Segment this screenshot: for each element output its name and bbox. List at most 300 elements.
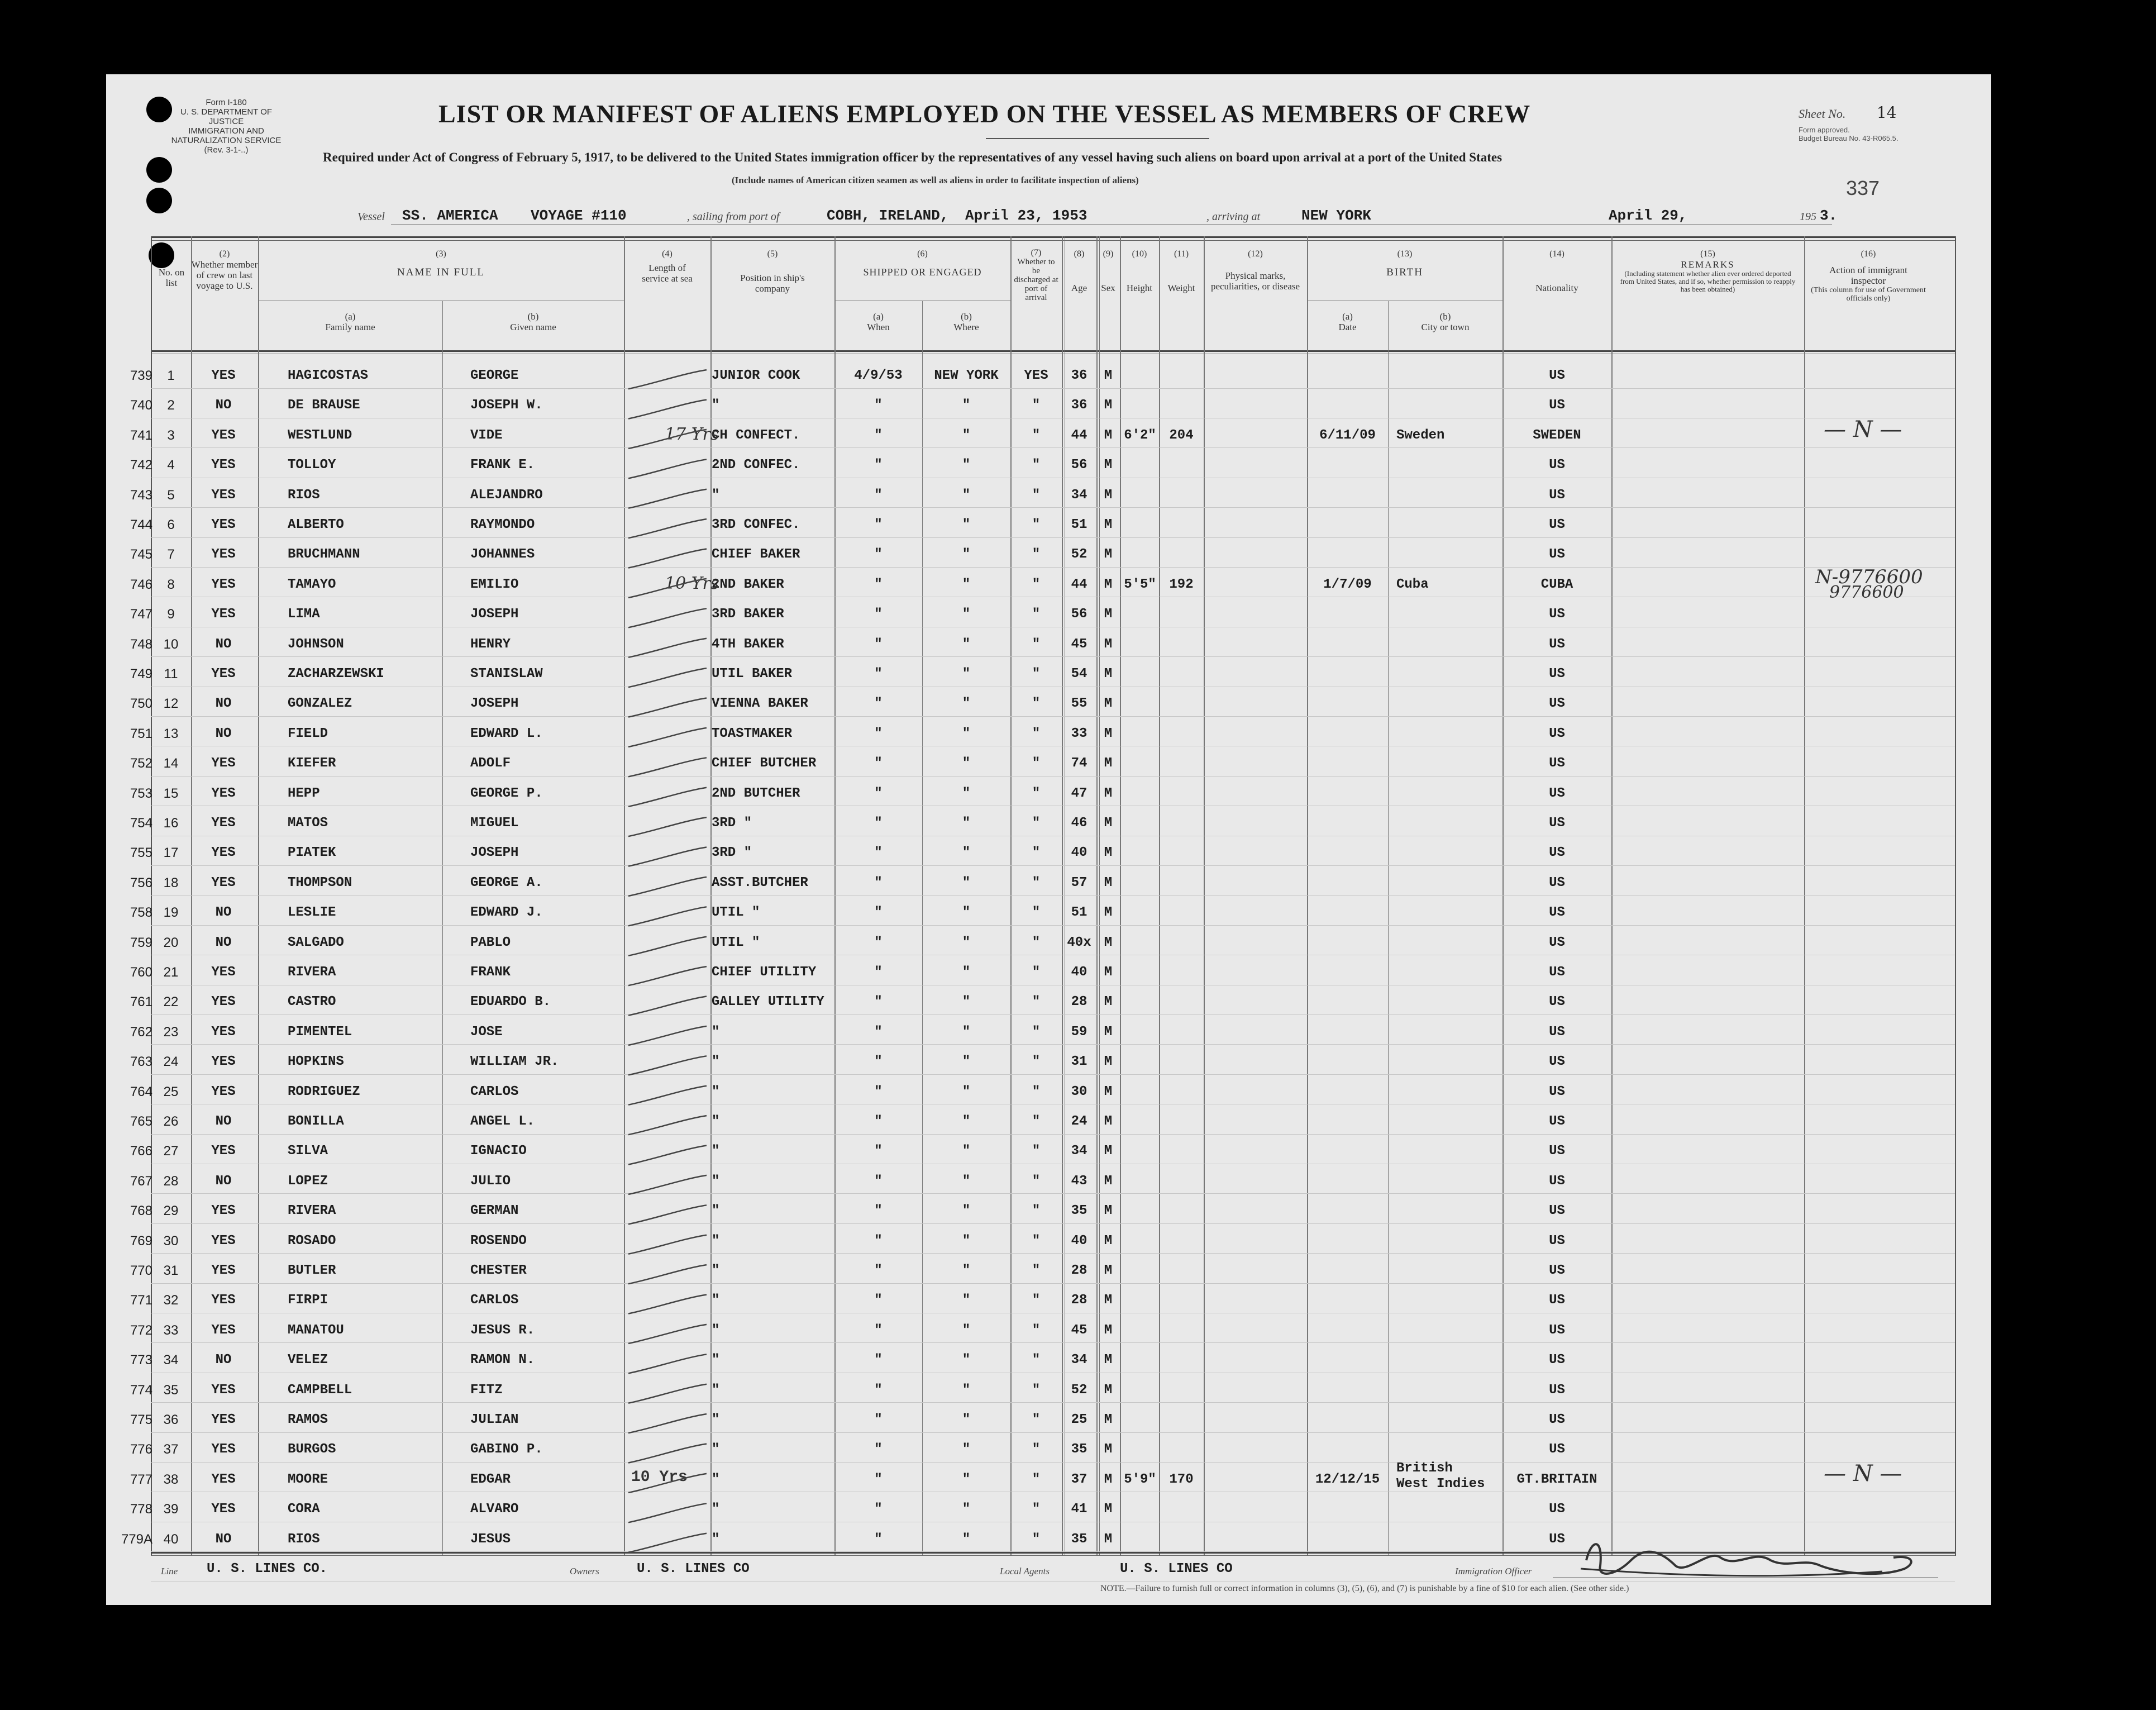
cell-age: 28 [1071, 994, 1087, 1010]
strike-mark [628, 1503, 707, 1522]
cell-discharged: " [1032, 636, 1041, 652]
cell-serial: 779A [121, 1531, 152, 1547]
strike-mark [628, 1175, 707, 1194]
strike-mark [628, 788, 707, 807]
cell-no: 8 [167, 577, 175, 592]
cell-where: " [962, 905, 971, 921]
cell-discharged: " [1032, 994, 1041, 1010]
cell-nationality: US [1549, 1412, 1565, 1427]
cell-when: " [874, 875, 883, 890]
cell-sex: M [1104, 965, 1113, 980]
cell-discharged: " [1032, 935, 1041, 950]
cell-age: 52 [1071, 1382, 1087, 1398]
cell-serial: 775 [130, 1412, 152, 1427]
cell-no: 30 [163, 1233, 179, 1249]
budget-number: Budget Bureau No. 43-R065.5. [1799, 134, 1899, 142]
cell-position: " [712, 1352, 720, 1368]
footer-owners-label: Owners [570, 1566, 599, 1576]
cell-discharged: " [1032, 1024, 1041, 1040]
strike-mark [628, 430, 707, 449]
cell-when: " [874, 785, 883, 801]
cell-family: BUTLER [288, 1263, 336, 1278]
cell-sex: M [1104, 636, 1113, 652]
cell-crew: YES [211, 1442, 236, 1457]
cell-given: RAYMONDO [470, 517, 535, 532]
cell-no: 36 [163, 1412, 179, 1427]
cell-given: ALEJANDRO [470, 487, 543, 503]
cell-position: " [712, 1084, 720, 1099]
cell-position: " [712, 1114, 720, 1129]
cell-age: 74 [1071, 756, 1087, 771]
cell-age: 40 [1071, 1233, 1087, 1249]
cell-no: 39 [163, 1502, 179, 1517]
cell-birth-date: 6/11/09 [1319, 427, 1376, 443]
cell-family: PIATEK [288, 845, 336, 861]
cell-crew: YES [211, 1382, 236, 1398]
col5-label: Position in ship's company [740, 273, 805, 294]
cell-age: 31 [1071, 1054, 1087, 1070]
cell-age: 55 [1071, 696, 1087, 712]
cell-position: 3RD CONFEC. [712, 517, 800, 532]
cell-where: " [962, 1114, 971, 1129]
col13-number: (13) [1397, 249, 1413, 259]
cell-given: CHESTER [470, 1263, 527, 1278]
cell-where: " [962, 1233, 971, 1249]
cell-age: 52 [1071, 547, 1087, 563]
cell-position: 3RD " [712, 816, 752, 831]
cell-age: 40 [1071, 965, 1087, 980]
cell-nationality: US [1549, 1233, 1565, 1249]
cell-where: " [962, 1203, 971, 1219]
cell-crew: YES [211, 607, 236, 622]
cell-crew: YES [211, 1203, 236, 1219]
cell-given: ROSENDO [470, 1233, 527, 1249]
cell-no: 34 [163, 1352, 179, 1368]
arrival-year-typed: 3. [1820, 207, 1838, 224]
strike-mark [628, 1354, 707, 1373]
cell-position: " [712, 1322, 720, 1338]
cell-where: " [962, 577, 971, 592]
cell-given: GABINO P. [470, 1442, 543, 1457]
cell-given: GEORGE P. [470, 785, 543, 801]
cell-family: ALBERTO [288, 517, 344, 532]
cell-family: FIELD [288, 726, 328, 741]
cell-where: " [962, 1293, 971, 1308]
cell-age: 43 [1071, 1173, 1087, 1189]
cell-given: JOSEPH W. [470, 398, 543, 413]
cell-sex: M [1104, 1233, 1113, 1249]
strike-mark [628, 997, 707, 1016]
strike-mark [628, 728, 707, 747]
cell-family: RIOS [288, 1531, 320, 1547]
cell-no: 10 [163, 636, 179, 652]
cell-discharged: " [1032, 1352, 1041, 1368]
cell-crew: YES [211, 1233, 236, 1249]
cell-age: 24 [1071, 1114, 1087, 1129]
cell-discharged: " [1032, 607, 1041, 622]
cell-given: PABLO [470, 935, 511, 950]
cell-nationality: US [1549, 666, 1565, 682]
cell-where: " [962, 547, 971, 563]
cell-nationality: US [1549, 1024, 1565, 1040]
cell-no: 27 [163, 1144, 179, 1159]
cell-age: 51 [1071, 905, 1087, 921]
cell-no: 22 [163, 994, 179, 1010]
strike-mark [628, 1146, 707, 1165]
cell-discharged: " [1032, 1114, 1041, 1129]
cell-where: " [962, 517, 971, 532]
strike-mark [628, 1325, 707, 1344]
cell-serial: 767 [130, 1173, 152, 1189]
cell-age: 28 [1071, 1263, 1087, 1278]
cell-where: " [962, 935, 971, 950]
cell-when: " [874, 517, 883, 532]
cell-crew: YES [211, 577, 236, 592]
cell-no: 18 [163, 875, 179, 890]
cell-when: " [874, 458, 883, 473]
cell-given: JOSEPH [470, 845, 519, 861]
cell-nationality: US [1549, 1263, 1565, 1278]
cell-discharged: " [1032, 458, 1041, 473]
cell-family: GONZALEZ [288, 696, 352, 712]
sheet-label: Sheet No. [1799, 107, 1846, 121]
cell-age: 25 [1071, 1412, 1087, 1427]
cell-age: 45 [1071, 636, 1087, 652]
cell-position: " [712, 1531, 720, 1547]
cell-service-handwritten: 10 Yrs [631, 1468, 688, 1486]
cell-family: SALGADO [288, 935, 344, 950]
footer-owners-value: U. S. LINES CO [637, 1561, 750, 1576]
col3b-letter: (b) [527, 311, 539, 322]
voyage-number: VOYAGE #110 [531, 207, 627, 224]
cell-serial: 741 [130, 427, 152, 443]
cell-nationality: US [1549, 875, 1565, 890]
cell-age: 40x [1067, 935, 1091, 950]
cell-where: " [962, 875, 971, 890]
cell-age: 35 [1071, 1442, 1087, 1457]
cell-position: UTIL " [712, 905, 760, 921]
footer-agents-label: Local Agents [1000, 1566, 1050, 1576]
sheet-stamp-number: 337 [1846, 177, 1880, 199]
cell-family: ROSADO [288, 1233, 336, 1249]
cell-crew: YES [211, 547, 236, 563]
cell-given: JULIAN [470, 1412, 519, 1427]
cell-serial: 749 [130, 666, 152, 682]
cell-position: " [712, 1293, 720, 1308]
manifest-sheet [106, 74, 1991, 1605]
cell-discharged: " [1032, 965, 1041, 980]
cell-when: " [874, 607, 883, 622]
cell-when: " [874, 1173, 883, 1189]
cell-crew: YES [211, 1024, 236, 1040]
cell-serial: 754 [130, 816, 152, 831]
cell-when: " [874, 965, 883, 980]
cell-no: 7 [167, 547, 175, 563]
cell-family: TAMAYO [288, 577, 336, 592]
cell-inspector-action: — N — [1824, 416, 1902, 442]
cell-age: 35 [1071, 1531, 1087, 1547]
departure-port: COBH, IRELAND, [827, 207, 949, 224]
cell-no: 20 [163, 935, 179, 950]
cell-no: 31 [163, 1263, 179, 1278]
cell-age: 35 [1071, 1203, 1087, 1219]
col4-number: (4) [662, 249, 672, 259]
service-name: IMMIGRATION AND NATURALIZATION SERVICE [171, 126, 282, 145]
cell-serial: 770 [130, 1263, 152, 1278]
cell-discharged: " [1032, 1233, 1041, 1249]
cell-weight: 170 [1169, 1471, 1194, 1487]
cell-given: GEORGE [470, 368, 519, 383]
cell-crew: YES [211, 756, 236, 771]
cell-serial: 751 [130, 726, 152, 741]
strike-mark [628, 1533, 707, 1552]
cell-nationality: US [1549, 1114, 1565, 1129]
cell-age: 28 [1071, 1293, 1087, 1308]
arriving-label: , arriving at [1206, 211, 1261, 223]
cell-given: CARLOS [470, 1293, 519, 1308]
cell-where: " [962, 666, 971, 682]
cell-discharged: " [1032, 1322, 1041, 1338]
cell-nationality: US [1549, 1352, 1565, 1368]
cell-when: " [874, 547, 883, 563]
strike-mark [628, 519, 707, 538]
cell-discharged: " [1032, 666, 1041, 682]
cell-given: HENRY [470, 636, 511, 652]
cell-position: " [712, 1203, 720, 1219]
cell-when: " [874, 427, 883, 443]
cell-where: " [962, 816, 971, 831]
cell-serial: 742 [130, 458, 152, 473]
cell-discharged: " [1032, 696, 1041, 712]
cell-age: 34 [1071, 487, 1087, 503]
cell-position: " [712, 1054, 720, 1070]
cell-where: " [962, 696, 971, 712]
col11-label: Weight [1167, 283, 1195, 293]
cell-position: 3RD BAKER [712, 607, 784, 622]
vessel-label: Vessel [357, 211, 385, 223]
cell-sex: M [1104, 398, 1113, 413]
cell-when: " [874, 1233, 883, 1249]
cell-sex: M [1104, 607, 1113, 622]
cell-crew: YES [211, 845, 236, 861]
col7-number: (7) [1031, 248, 1042, 258]
cell-no: 21 [163, 965, 179, 980]
cell-position: VIENNA BAKER [712, 696, 808, 712]
cell-birth-city-line2: West Indies [1396, 1476, 1485, 1492]
cell-no: 17 [163, 845, 179, 861]
cell-sex: M [1104, 577, 1113, 592]
col14-number: (14) [1549, 249, 1564, 259]
strike-mark [628, 1116, 707, 1135]
cell-when: " [874, 1412, 883, 1427]
cell-discharged: " [1032, 785, 1041, 801]
cell-sex: M [1104, 1054, 1113, 1070]
col3-number: (3) [436, 249, 446, 259]
strike-mark [628, 579, 707, 598]
cell-position: 2ND BAKER [712, 577, 784, 592]
cell-sex: M [1104, 1144, 1113, 1159]
cell-family: BRUCHMANN [288, 547, 360, 563]
col1-label: No. on list [158, 267, 185, 288]
cell-no: 37 [163, 1442, 179, 1457]
cell-discharged: " [1032, 1412, 1041, 1427]
footer-line-label: Line [161, 1566, 178, 1576]
cell-serial: 745 [130, 547, 152, 563]
form-approved-text: Form approved. [1799, 126, 1850, 134]
cell-discharged: " [1032, 816, 1041, 831]
cell-when: " [874, 1084, 883, 1099]
cell-discharged: " [1032, 1293, 1041, 1308]
cell-serial: 773 [130, 1352, 152, 1368]
col10-number: (10) [1132, 249, 1147, 259]
cell-serial: 739 [130, 368, 152, 383]
cell-discharged: " [1032, 517, 1041, 532]
cell-no: 9 [167, 607, 175, 622]
cell-discharged: " [1032, 398, 1041, 413]
footer-line-value: U. S. LINES CO. [207, 1561, 328, 1576]
col12-label: Physical marks, peculiarities, or disease [1210, 270, 1300, 292]
cell-no: 24 [163, 1054, 179, 1070]
cell-inspector-action: — N — [1824, 1460, 1902, 1487]
cell-nationality: US [1549, 1203, 1565, 1219]
cell-where: " [962, 994, 971, 1010]
cell-birth-date: 1/7/09 [1323, 577, 1372, 592]
cell-serial: 755 [130, 845, 152, 861]
cell-discharged: " [1032, 1144, 1041, 1159]
strike-mark [628, 1235, 707, 1254]
cell-serial: 758 [130, 905, 152, 921]
cell-sex: M [1104, 1382, 1113, 1398]
cell-crew: YES [211, 1084, 236, 1099]
cell-no: 2 [167, 398, 175, 413]
cell-crew: YES [211, 965, 236, 980]
col9-number: (9) [1103, 249, 1114, 259]
arrival-date: April 29, [1609, 207, 1687, 224]
strike-mark [628, 1414, 707, 1433]
page-subtitle-note: (Include names of American citizen seamen as well as aliens in order to facilitate inspection of aliens) [732, 175, 1139, 185]
cell-crew: NO [215, 905, 232, 921]
cell-serial: 744 [130, 517, 152, 532]
cell-given: CARLOS [470, 1084, 519, 1099]
cell-sex: M [1104, 1442, 1113, 1457]
cell-inspector-action-line2: 9776600 [1829, 582, 1904, 602]
cell-given: JOSEPH [470, 607, 519, 622]
cell-family: HEPP [288, 785, 320, 801]
vessel-name: SS. AMERICA [402, 207, 498, 224]
cell-given: IGNACIO [470, 1144, 527, 1159]
cell-family: RIOS [288, 487, 320, 503]
cell-when: " [874, 1352, 883, 1368]
strike-mark [628, 549, 707, 568]
cell-age: 30 [1071, 1084, 1087, 1099]
col13-label: BIRTH [1386, 266, 1423, 278]
cell-no: 23 [163, 1024, 179, 1040]
col8-number: (8) [1074, 249, 1085, 259]
cell-where: " [962, 1352, 971, 1368]
cell-family: CASTRO [288, 994, 336, 1010]
cell-serial: 761 [130, 994, 152, 1010]
cell-crew: NO [215, 1531, 232, 1547]
cell-nationality: US [1549, 368, 1565, 383]
strike-mark [628, 668, 707, 687]
cell-where: " [962, 1412, 971, 1427]
cell-where: " [962, 1054, 971, 1070]
col13a-label: Date [1338, 322, 1357, 332]
cell-sex: M [1104, 1293, 1113, 1308]
cell-given: EMILIO [470, 577, 519, 592]
cell-position: " [712, 1412, 720, 1427]
cell-serial: 765 [130, 1114, 152, 1129]
cell-sex: M [1104, 368, 1113, 383]
cell-when: " [874, 1322, 883, 1338]
cell-position: " [712, 487, 720, 503]
cell-when: " [874, 1531, 883, 1547]
cell-age: 36 [1071, 398, 1087, 413]
cell-given: EDUARDO B. [470, 994, 551, 1010]
col3-label: NAME IN FULL [397, 266, 485, 278]
col16-label: Action of immigrant inspector [1829, 265, 1907, 286]
cell-family: RIVERA [288, 1203, 336, 1219]
cell-position: 2ND CONFEC. [712, 458, 800, 473]
cell-where: " [962, 1502, 971, 1517]
cell-given: RAMON N. [470, 1352, 535, 1368]
cell-given: EDGAR [470, 1471, 511, 1487]
cell-given: FRANK [470, 965, 511, 980]
cell-height: 5'5" [1124, 577, 1156, 592]
footer-officer-label: Immigration Officer [1455, 1566, 1532, 1576]
cell-serial: 766 [130, 1144, 152, 1159]
cell-nationality: US [1549, 636, 1565, 652]
cell-discharged: " [1032, 875, 1041, 890]
cell-nationality: US [1549, 487, 1565, 503]
cell-sex: M [1104, 1114, 1113, 1129]
cell-family: MANATOU [288, 1322, 344, 1338]
cell-family: LIMA [288, 607, 320, 622]
cell-given: JOSE [470, 1024, 503, 1040]
cell-given: EDWARD L. [470, 726, 543, 741]
cell-when: " [874, 1471, 883, 1487]
cell-given: ALVARO [470, 1502, 519, 1517]
cell-discharged: " [1032, 1084, 1041, 1099]
cell-serial: 769 [130, 1233, 152, 1249]
cell-where: " [962, 845, 971, 861]
cell-where: " [962, 398, 971, 413]
page-title: LIST OR MANIFEST OF ALIENS EMPLOYED ON THE VESSEL AS MEMBERS OF CREW [438, 99, 1531, 128]
cell-where: " [962, 1471, 971, 1487]
cell-where: " [962, 785, 971, 801]
cell-weight: 204 [1169, 427, 1194, 443]
cell-no: 25 [163, 1084, 179, 1099]
col4-label: Length of service at sea [642, 263, 693, 284]
cell-when: " [874, 726, 883, 741]
cell-service-handwritten: 17 Yrs [665, 424, 719, 444]
cell-serial: 743 [130, 487, 152, 503]
cell-serial: 764 [130, 1084, 152, 1099]
cell-family: MATOS [288, 816, 328, 831]
cell-family: DE BRAUSE [288, 398, 360, 413]
cell-position: " [712, 1024, 720, 1040]
strike-mark [628, 1056, 707, 1075]
cell-family: WESTLUND [288, 427, 352, 443]
cell-when: " [874, 1024, 883, 1040]
cell-when: " [874, 487, 883, 503]
strike-mark [628, 1205, 707, 1224]
cell-when: " [874, 756, 883, 771]
col6-label: SHIPPED OR ENGAGED [863, 266, 982, 278]
cell-crew: YES [211, 994, 236, 1010]
strike-mark [628, 1444, 707, 1463]
cell-sex: M [1104, 1531, 1113, 1547]
